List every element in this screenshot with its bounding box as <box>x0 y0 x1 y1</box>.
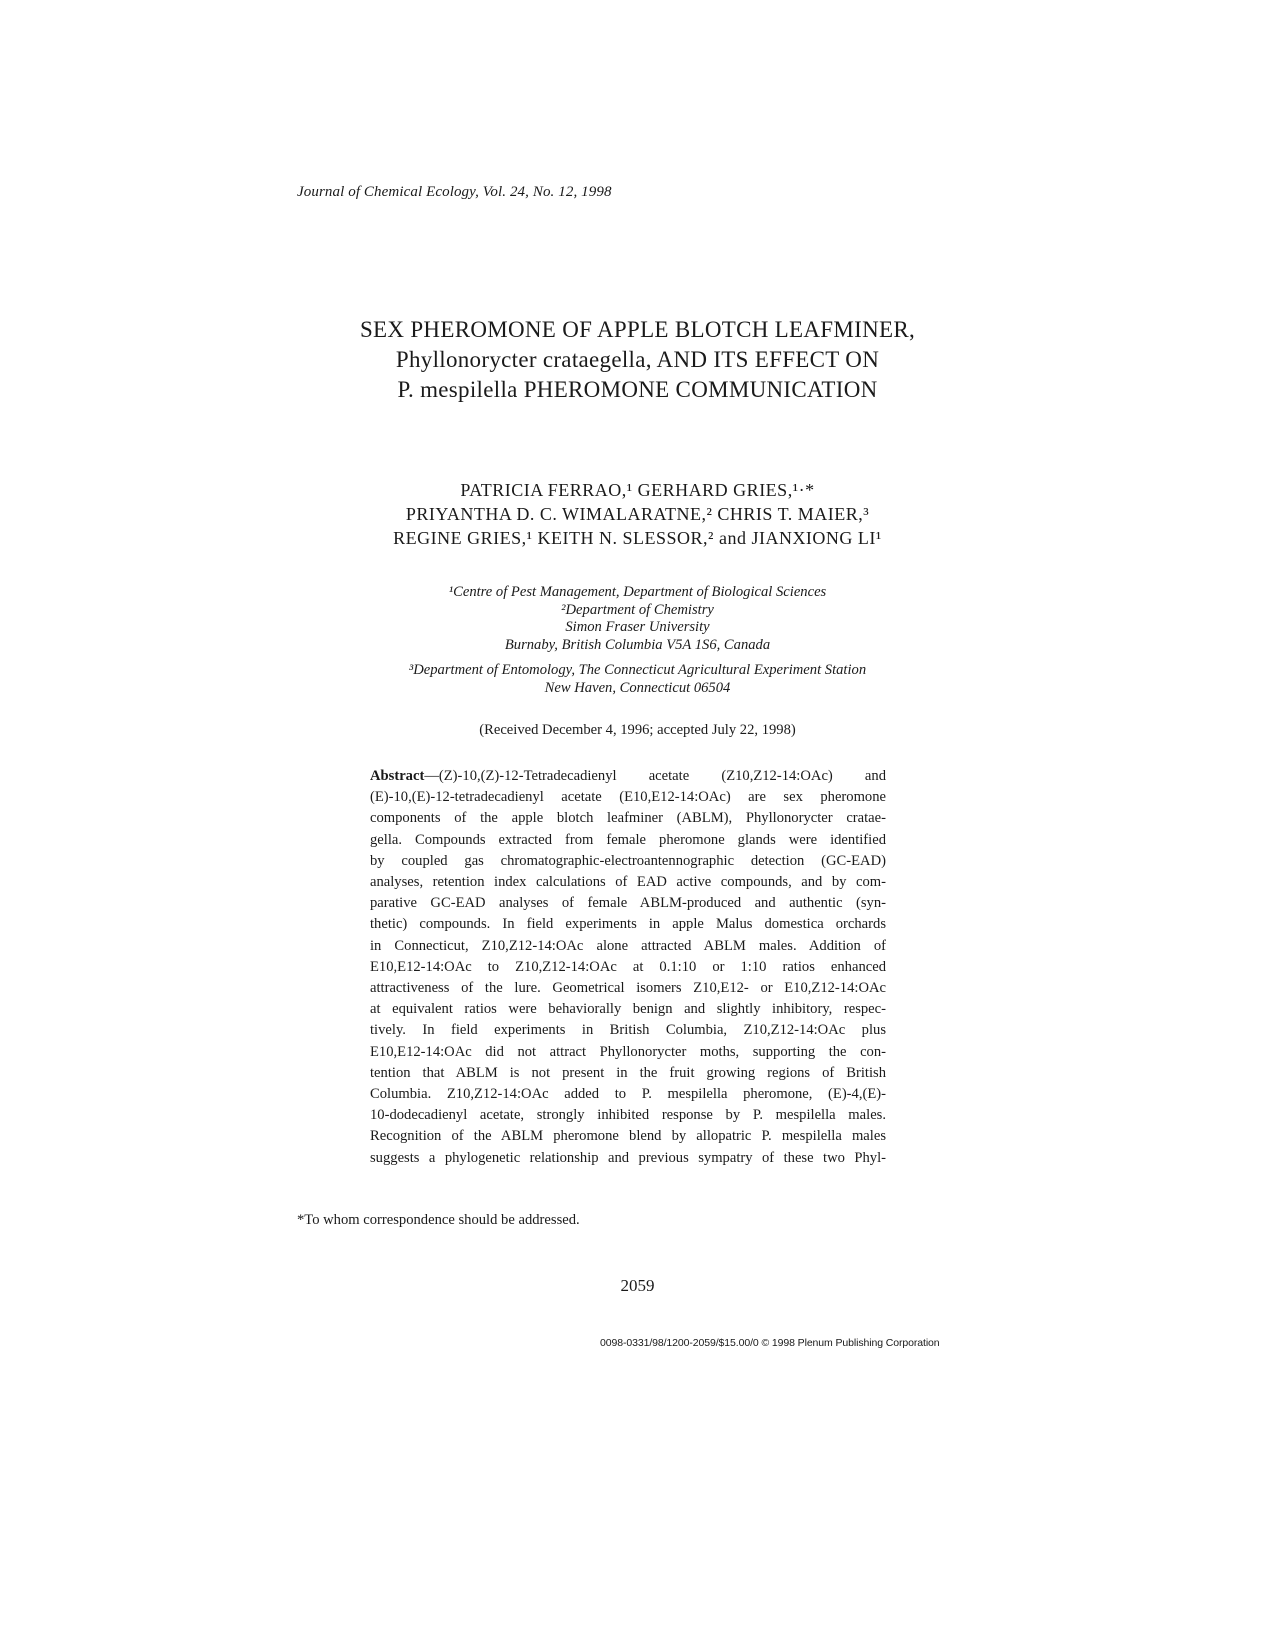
page-number: 2059 <box>620 1276 655 1295</box>
affiliation-line-4: Burnaby, British Columbia V5A 1S6, Canada <box>504 636 771 653</box>
abstract-line: tively. In field experiments in British Columbia, Z10,Z12-14:OAc plus <box>370 1022 886 1039</box>
affiliation-line-2: ²Department of Chemistry <box>561 601 714 618</box>
abstract-line: gella. Compounds extracted from female pheromone glands were identified <box>370 831 886 848</box>
title-line-1: SEX PHEROMONE OF APPLE BLOTCH LEAFMINER, <box>359 317 916 342</box>
abstract-line: 10-dodecadienyl acetate, strongly inhibited response by P. mespilella males. <box>370 1107 886 1124</box>
abstract-line: Columbia. Z10,Z12-14:OAc added to P. mespilella pheromone, (E)-4,(E)- <box>370 1086 886 1103</box>
title-line-2: Phyllonorycter crataegella, AND ITS EFFECT ON <box>395 347 880 372</box>
authors-line-3: REGINE GRIES,¹ KEITH N. SLESSOR,² and JIANXIONG LI¹ <box>393 528 882 548</box>
affiliation-line-3: Simon Fraser University <box>565 619 710 635</box>
correspondence-footnote: *To whom correspondence should be addressed. <box>297 1212 580 1228</box>
abstract-line: parative GC-EAD analyses of female ABLM-produced and authentic (syn- <box>370 895 886 912</box>
abstract-line <box>370 766 886 787</box>
received-dates: (Received December 4, 1996; accepted July 22, 1998) <box>479 722 796 738</box>
journal-citation: Journal of Chemical Ecology, Vol. 24, No. 12, 1998 <box>297 184 612 200</box>
abstract-line: by coupled gas chromatographic-electroantennographic detection (GC-EAD) <box>370 852 886 869</box>
abstract-line: components of the apple blotch leafminer (ABLM), Phyllonorycter cratae- <box>370 810 886 827</box>
author-list <box>0 478 1275 550</box>
abstract <box>370 766 886 1169</box>
abstract-line: in Connecticut, Z10,Z12-14:OAc alone attracted ABLM males. Addition of <box>370 937 886 954</box>
abstract-line: (E)-10,(E)-12-tetradecadienyl acetate (E10,E12-14:OAc) are sex pheromone <box>370 789 886 806</box>
affiliations <box>0 584 1275 697</box>
abstract-line: suggests a phylogenetic relationship and previous sympatry of these two Phyl- <box>370 1149 886 1166</box>
abstract-line: E10,E12-14:OAc did not attract Phyllonorycter moths, supporting the con- <box>370 1043 886 1060</box>
abstract-line: E10,E12-14:OAc to Z10,Z12-14:OAc at 0.1:10 or 1:10 ratios enhanced <box>370 958 886 975</box>
abstract-line-text: —(Z)-10,(Z)-12-Tetradecadienyl acetate (Z10,Z12-14:OAc) and <box>424 768 886 784</box>
copyright-line: 0098-0331/98/1200-2059/$15.00/0 © 1998 Plenum Publishing Corporation <box>600 1337 940 1349</box>
abstract-line: thetic) compounds. In field experiments in apple Malus domestica orchards <box>370 916 886 933</box>
abstract-line: analyses, retention index calculations of EAD active compounds, and by com- <box>370 874 886 891</box>
authors-line-2: PRIYANTHA D. C. WIMALARATNE,² CHRIS T. MAIER,³ <box>405 504 870 524</box>
affiliation-line-1: ¹Centre of Pest Management, Department of Biological Sciences <box>448 584 827 600</box>
title-line-3: P. mespilella PHEROMONE COMMUNICATION <box>397 377 878 402</box>
abstract-line: Recognition of the ABLM pheromone blend by allopatric P. mespilella males <box>370 1128 886 1145</box>
affiliation-line-5: ³Department of Entomology, The Connecticut Agricultural Experiment Station <box>408 662 867 678</box>
authors-line-1: PATRICIA FERRAO,¹ GERHARD GRIES,¹·* <box>460 480 815 500</box>
abstract-line: attractiveness of the lure. Geometrical isomers Z10,E12- or E10,Z12-14:OAc <box>370 980 886 997</box>
abstract-line: at equivalent ratios were behaviorally benign and slightly inhibitory, respec- <box>370 1001 886 1018</box>
affiliation-line-6: New Haven, Connecticut 06504 <box>544 679 731 696</box>
abstract-label: Abstract <box>370 768 425 784</box>
abstract-line: tention that ABLM is not present in the fruit growing regions of British <box>370 1064 886 1081</box>
article-title <box>0 315 1275 405</box>
